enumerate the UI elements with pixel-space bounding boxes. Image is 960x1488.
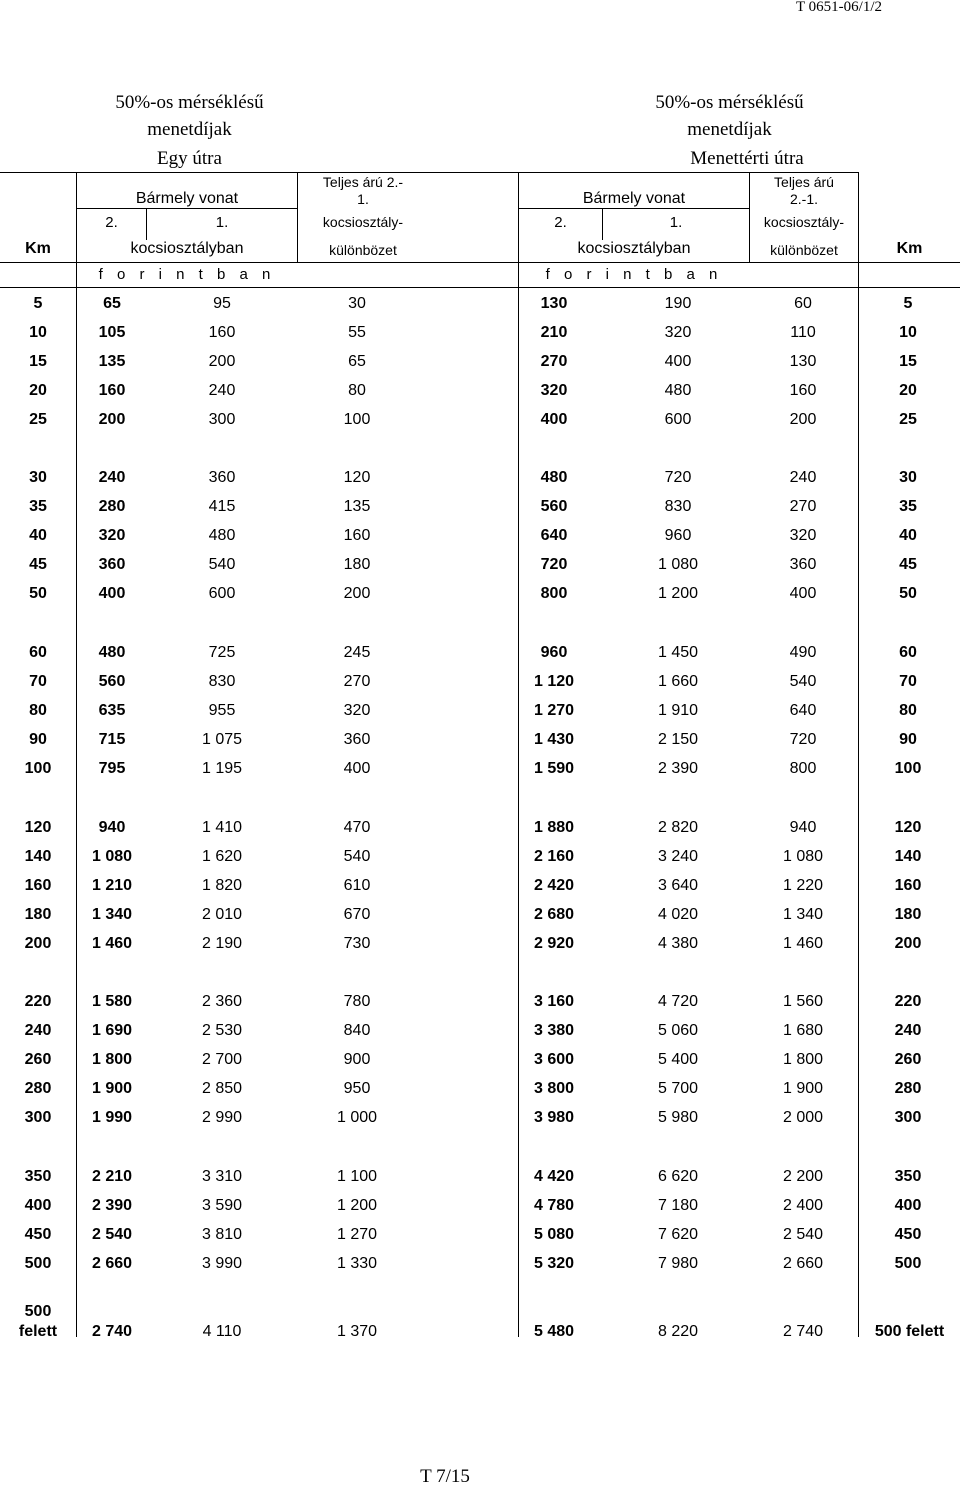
fare-cell: 540 xyxy=(789,673,817,691)
fare-cell: 900 xyxy=(343,1051,371,1069)
fare-cell: 2 200 xyxy=(782,1168,824,1185)
km-cell-left: 35 xyxy=(29,498,47,516)
fare-cell: 5 700 xyxy=(657,1080,699,1098)
km-cell-left: 160 xyxy=(24,877,52,895)
right-title-line1: 50%-os mérséklésű xyxy=(655,92,804,113)
km-cell-right: 400 xyxy=(894,1197,922,1215)
fare-cell: 120 xyxy=(343,469,371,486)
fare-cell: 3 160 xyxy=(533,993,575,1010)
left-title-line1: 50%-os mérséklésű xyxy=(115,92,264,113)
km-header-left: Km xyxy=(25,240,51,257)
km-cell-right: 35 xyxy=(899,498,917,516)
col-rule-mid xyxy=(518,172,519,1337)
fare-cell: 60 xyxy=(794,295,812,312)
km-cell-left: 240 xyxy=(24,1022,52,1040)
left-title-line2: menetdíjak xyxy=(147,119,232,140)
fare-cell: 160 xyxy=(98,382,126,400)
fare-cell: 1 000 xyxy=(336,1109,378,1127)
fare-cell: 2 390 xyxy=(91,1197,133,1215)
km-cell-right: 260 xyxy=(894,1051,922,1069)
fare-cell: 320 xyxy=(343,702,371,720)
km-header-right: Km xyxy=(896,240,923,257)
fare-cell: 5 320 xyxy=(533,1255,575,1273)
fare-cell: 1 800 xyxy=(91,1051,133,1069)
fare-cell: 2 010 xyxy=(201,906,243,924)
fare-cell: 3 810 xyxy=(201,1226,243,1244)
fare-cell: 105 xyxy=(98,324,126,342)
fare-cell: 955 xyxy=(208,702,236,720)
fare-cell: 640 xyxy=(540,527,568,545)
left-class1: 1. xyxy=(215,214,229,231)
fare-cell: 1 580 xyxy=(91,993,133,1010)
fare-cell: 1 460 xyxy=(91,935,133,953)
fare-cell: 320 xyxy=(789,527,817,545)
fare-cell: 240 xyxy=(98,469,126,486)
fare-cell: 1 100 xyxy=(336,1168,378,1185)
km-cell-left: 30 xyxy=(29,469,47,486)
fare-cell: 4 110 xyxy=(202,1323,242,1340)
fare-cell: 4 380 xyxy=(657,935,699,953)
fare-cell: 280 xyxy=(98,498,126,516)
km-cell-left: 400 xyxy=(24,1197,52,1215)
fare-cell: 400 xyxy=(343,760,371,778)
km-cell-right: 200 xyxy=(894,935,922,953)
fare-cell: 640 xyxy=(789,702,817,720)
km-cell-right: 100 xyxy=(894,760,922,778)
km-cell-left: 25 xyxy=(29,411,47,429)
fare-cell: 480 xyxy=(664,382,692,400)
km-cell-right: 180 xyxy=(894,906,922,924)
fare-cell: 1 880 xyxy=(533,819,575,836)
km-cell-right: 160 xyxy=(894,877,922,895)
fare-cell: 30 xyxy=(348,295,366,312)
fare-cell: 1 560 xyxy=(782,993,824,1010)
km-cell-left: 120 xyxy=(24,819,52,836)
right-currency: f o r i n t b a n xyxy=(545,266,723,283)
fare-cell: 3 310 xyxy=(201,1168,243,1185)
fare-cell: 950 xyxy=(343,1080,371,1098)
fare-cell: 1 200 xyxy=(657,585,699,603)
fare-cell: 3 240 xyxy=(657,848,699,866)
fare-cell: 360 xyxy=(343,731,371,749)
fare-cell: 65 xyxy=(103,295,121,312)
km-cell-right: 450 xyxy=(894,1226,922,1244)
fare-cell: 1 690 xyxy=(91,1022,133,1040)
km-cell-right: 350 xyxy=(894,1168,922,1185)
left-diff-line2: 1. xyxy=(357,191,369,207)
fare-cell: 480 xyxy=(208,527,236,545)
right-any-train: Bármely vonat xyxy=(582,190,686,207)
fare-cell: 1 430 xyxy=(533,731,575,749)
fare-cell: 610 xyxy=(343,877,371,895)
km-cell-left: 260 xyxy=(24,1051,52,1069)
fare-cell: 720 xyxy=(789,731,817,749)
km-cell-left: 450 xyxy=(24,1226,52,1244)
fare-cell: 6 620 xyxy=(657,1168,699,1185)
fare-cell: 2 820 xyxy=(657,819,699,836)
header-bottom-rule xyxy=(0,287,960,288)
fare-cell: 830 xyxy=(208,673,236,691)
km-cell-left: 5 xyxy=(33,295,43,312)
km-cell-right: 140 xyxy=(894,848,922,866)
fare-cell: 2 990 xyxy=(201,1109,243,1127)
fare-cell: 730 xyxy=(343,935,371,953)
fare-cell: 1 820 xyxy=(201,877,243,895)
km-cell-left: 100 xyxy=(24,760,52,778)
km-cell-right: 280 xyxy=(894,1080,922,1098)
fare-cell: 1 590 xyxy=(533,760,575,778)
km-cell-left: 200 xyxy=(24,935,52,953)
fare-cell: 720 xyxy=(540,556,568,574)
fare-cell: 2 680 xyxy=(533,906,575,924)
fare-cell: 110 xyxy=(790,324,816,342)
fare-cell: 240 xyxy=(789,469,817,486)
fare-cell: 1 270 xyxy=(336,1226,378,1244)
km-cell-right: 500 xyxy=(894,1255,922,1273)
fare-cell: 600 xyxy=(664,411,692,429)
fare-cell: 7 620 xyxy=(657,1226,699,1244)
fare-cell: 715 xyxy=(98,731,126,749)
fare-cell: 2 530 xyxy=(201,1022,243,1040)
fare-cell: 5 980 xyxy=(657,1109,699,1127)
fare-cell: 160 xyxy=(208,324,236,342)
col-rule-1 xyxy=(76,172,77,1337)
fare-cell: 1 195 xyxy=(201,760,243,778)
fare-cell: 960 xyxy=(664,527,692,545)
fare-cell: 480 xyxy=(540,469,568,486)
fare-cell: 560 xyxy=(98,673,126,691)
fare-cell: 240 xyxy=(208,382,236,400)
fare-cell: 4 780 xyxy=(533,1197,575,1215)
km-cell-right: 20 xyxy=(899,382,917,400)
fare-cell: 1 660 xyxy=(657,673,699,691)
fare-cell: 3 600 xyxy=(533,1051,575,1069)
header-currency-rule xyxy=(0,262,960,263)
last-row-km-line1: 500 xyxy=(24,1303,52,1320)
fare-cell: 540 xyxy=(208,556,236,574)
fare-cell: 1 080 xyxy=(91,848,133,866)
fare-cell: 190 xyxy=(664,295,692,312)
fare-cell: 5 080 xyxy=(533,1226,575,1244)
fare-cell: 360 xyxy=(98,556,126,574)
fare-cell: 1 080 xyxy=(782,848,824,866)
km-cell-right: 240 xyxy=(894,1022,922,1040)
left-class-label: kocsiosztályban xyxy=(130,240,244,257)
fare-cell: 2 740 xyxy=(91,1323,133,1340)
fare-cell: 400 xyxy=(540,411,568,429)
fare-cell: 130 xyxy=(789,353,817,371)
right-any-train-rule xyxy=(518,208,749,209)
km-cell-left: 10 xyxy=(29,324,47,342)
fare-cell: 720 xyxy=(664,469,692,486)
fare-cell: 3 800 xyxy=(533,1080,575,1098)
fare-cell: 940 xyxy=(789,819,817,836)
fare-cell: 320 xyxy=(664,324,692,342)
km-cell-right: 50 xyxy=(899,585,917,603)
right-class2: 2. xyxy=(554,214,567,231)
fare-cell: 270 xyxy=(789,498,817,516)
right-class1: 1. xyxy=(669,214,683,231)
fare-cell: 400 xyxy=(664,353,692,371)
km-cell-left: 70 xyxy=(29,673,47,691)
km-cell-right: 300 xyxy=(894,1109,922,1127)
fare-cell: 300 xyxy=(208,411,236,429)
fare-cell: 830 xyxy=(664,498,692,516)
fare-cell: 320 xyxy=(540,382,568,400)
fare-cell: 200 xyxy=(208,353,236,371)
fare-cell: 2 660 xyxy=(91,1255,133,1273)
fare-cell: 725 xyxy=(208,644,236,661)
km-cell-left: 15 xyxy=(29,353,47,371)
left-class2: 2. xyxy=(105,214,118,231)
fare-cell: 1 460 xyxy=(782,935,824,953)
fare-cell: 5 400 xyxy=(657,1051,699,1069)
fare-cell: 540 xyxy=(343,848,371,866)
fare-cell: 2 700 xyxy=(201,1051,243,1069)
fare-cell: 200 xyxy=(98,411,126,429)
right-title-line2: menetdíjak xyxy=(687,119,772,140)
fare-cell: 2 540 xyxy=(91,1226,133,1244)
km-cell-left: 500 xyxy=(24,1255,52,1273)
left-any-train: Bármely vonat xyxy=(135,190,239,207)
fare-cell: 3 380 xyxy=(533,1022,575,1040)
left-diff-line3: kocsiosztály- xyxy=(322,214,404,230)
fare-cell: 2 400 xyxy=(782,1197,824,1215)
fare-cell: 160 xyxy=(343,527,371,545)
fare-cell: 2 210 xyxy=(91,1168,133,1185)
fare-cell: 400 xyxy=(98,585,126,603)
km-cell-left: 280 xyxy=(24,1080,52,1098)
fare-cell: 2 740 xyxy=(782,1323,824,1340)
left-subtitle: Egy útra xyxy=(157,148,222,169)
km-cell-left: 140 xyxy=(24,848,52,866)
fare-cell: 415 xyxy=(208,498,236,516)
document-code: T 0651-06/1/2 xyxy=(796,0,882,15)
fare-cell: 3 990 xyxy=(201,1255,243,1273)
km-cell-right: 120 xyxy=(894,819,922,836)
last-row-km-line2: felett xyxy=(18,1323,58,1340)
fare-cell: 5 060 xyxy=(657,1022,699,1040)
fare-cell: 95 xyxy=(213,295,231,312)
km-cell-right: 30 xyxy=(899,469,917,486)
fare-cell: 480 xyxy=(98,644,126,661)
fare-cell: 2 920 xyxy=(533,935,575,953)
fare-cell: 1 200 xyxy=(336,1197,378,1215)
fare-cell: 1 270 xyxy=(533,702,575,720)
fare-cell: 7 180 xyxy=(657,1197,699,1215)
fare-cell: 780 xyxy=(343,993,371,1010)
right-class-label: kocsiosztályban xyxy=(577,240,691,257)
fare-cell: 180 xyxy=(343,556,371,574)
km-cell-left: 20 xyxy=(29,382,47,400)
fare-cell: 1 370 xyxy=(336,1323,378,1340)
km-cell-left: 300 xyxy=(24,1109,52,1127)
left-diff-line4: különbözet xyxy=(329,242,397,258)
km-cell-right: 220 xyxy=(894,993,922,1010)
fare-cell: 3 980 xyxy=(533,1109,575,1127)
right-diff-line1: Teljes árú xyxy=(774,174,834,190)
fare-cell: 1 450 xyxy=(657,644,699,661)
km-cell-right: 5 xyxy=(903,295,913,312)
fare-cell: 270 xyxy=(540,353,568,371)
fare-cell: 1 330 xyxy=(336,1255,378,1273)
left-diff-line1: Teljes árú 2.- xyxy=(322,174,404,190)
fare-cell: 4 420 xyxy=(533,1168,575,1185)
header-top-rule xyxy=(0,172,858,173)
fare-cell: 200 xyxy=(343,585,371,603)
km-cell-right: 15 xyxy=(899,353,917,371)
left-any-train-rule xyxy=(77,208,297,209)
fare-cell: 2 660 xyxy=(782,1255,824,1273)
fare-cell: 130 xyxy=(540,295,568,312)
fare-cell: 2 850 xyxy=(201,1080,243,1098)
km-cell-right: 10 xyxy=(899,324,917,342)
last-row-km-right: 500 felett xyxy=(874,1323,945,1340)
fare-cell: 1 210 xyxy=(91,877,133,895)
fare-cell: 3 640 xyxy=(657,877,699,895)
right-diff-line4: különbözet xyxy=(770,242,838,258)
fare-cell: 1 680 xyxy=(782,1022,824,1040)
fare-cell: 1 620 xyxy=(201,848,243,866)
km-cell-right: 45 xyxy=(899,556,917,574)
fare-cell: 1 900 xyxy=(91,1080,133,1098)
fare-cell: 2 000 xyxy=(782,1109,824,1127)
km-cell-left: 50 xyxy=(29,585,47,603)
km-cell-right: 40 xyxy=(899,527,917,545)
fare-cell: 5 480 xyxy=(533,1323,575,1340)
fare-cell: 2 540 xyxy=(782,1226,824,1244)
col-rule-right xyxy=(858,172,859,1337)
right-subtitle: Menettérti útra xyxy=(690,148,804,169)
fare-cell: 2 390 xyxy=(657,760,699,778)
fare-cell: 210 xyxy=(540,324,568,342)
fare-cell: 270 xyxy=(343,673,371,691)
fare-cell: 80 xyxy=(348,382,366,400)
fare-cell: 2 150 xyxy=(657,731,699,749)
fare-cell: 2 420 xyxy=(533,877,575,895)
fare-cell: 1 075 xyxy=(201,731,243,749)
fare-cell: 245 xyxy=(343,644,371,661)
fare-cell: 8 220 xyxy=(657,1323,699,1340)
km-cell-left: 350 xyxy=(24,1168,52,1185)
fare-cell: 800 xyxy=(789,760,817,778)
fare-cell: 100 xyxy=(343,411,371,429)
fare-cell: 1 910 xyxy=(657,702,699,720)
fare-cell: 4 020 xyxy=(657,906,699,924)
fare-cell: 1 340 xyxy=(782,906,824,924)
km-cell-right: 90 xyxy=(899,731,917,749)
km-cell-left: 180 xyxy=(24,906,52,924)
fare-cell: 400 xyxy=(789,585,817,603)
fare-cell: 200 xyxy=(789,411,817,429)
fare-cell: 2 160 xyxy=(533,848,575,866)
fare-cell: 2 190 xyxy=(201,935,243,953)
fare-cell: 960 xyxy=(540,644,568,661)
page-number: T 7/15 xyxy=(420,1466,470,1487)
fare-cell: 470 xyxy=(343,819,371,836)
fare-cell: 360 xyxy=(789,556,817,574)
fare-cell: 1 340 xyxy=(91,906,133,924)
fare-cell: 795 xyxy=(98,760,126,778)
fare-cell: 1 120 xyxy=(533,673,575,691)
km-cell-right: 60 xyxy=(899,644,917,661)
km-cell-right: 80 xyxy=(899,702,917,720)
km-cell-left: 220 xyxy=(24,993,52,1010)
fare-cell: 560 xyxy=(540,498,568,516)
km-cell-right: 25 xyxy=(899,411,917,429)
fare-cell: 135 xyxy=(343,498,371,516)
left-currency: f o r i n t b a n xyxy=(98,266,276,283)
km-cell-left: 80 xyxy=(29,702,47,720)
fare-cell: 1 410 xyxy=(201,819,243,836)
fare-cell: 940 xyxy=(98,819,126,836)
fare-cell: 490 xyxy=(789,644,817,661)
fare-cell: 800 xyxy=(540,585,568,603)
km-cell-left: 40 xyxy=(29,527,47,545)
fare-cell: 600 xyxy=(208,585,236,603)
right-diff-line3: kocsiosztály- xyxy=(763,214,845,230)
fare-cell: 670 xyxy=(343,906,371,924)
km-cell-right: 70 xyxy=(899,673,917,691)
km-cell-left: 45 xyxy=(29,556,47,574)
km-cell-left: 60 xyxy=(29,644,47,661)
fare-cell: 7 980 xyxy=(657,1255,699,1273)
fare-cell: 1 800 xyxy=(782,1051,824,1069)
fare-cell: 840 xyxy=(343,1022,371,1040)
fare-cell: 1 990 xyxy=(91,1109,133,1127)
right-diff-line2: 2.-1. xyxy=(789,191,818,207)
fare-cell: 635 xyxy=(98,702,126,720)
fare-cell: 65 xyxy=(348,353,366,371)
fare-cell: 360 xyxy=(208,469,236,486)
fare-cell: 4 720 xyxy=(657,993,699,1010)
fare-cell: 1 900 xyxy=(782,1080,824,1098)
fare-cell: 3 590 xyxy=(201,1197,243,1215)
fare-cell: 1 220 xyxy=(782,877,824,895)
fare-cell: 320 xyxy=(98,527,126,545)
fare-cell: 1 080 xyxy=(657,556,699,574)
fare-cell: 135 xyxy=(98,353,126,371)
km-cell-left: 90 xyxy=(29,731,47,749)
fare-cell: 160 xyxy=(789,382,817,400)
fare-cell: 2 360 xyxy=(201,993,243,1010)
fare-cell: 55 xyxy=(348,324,366,342)
